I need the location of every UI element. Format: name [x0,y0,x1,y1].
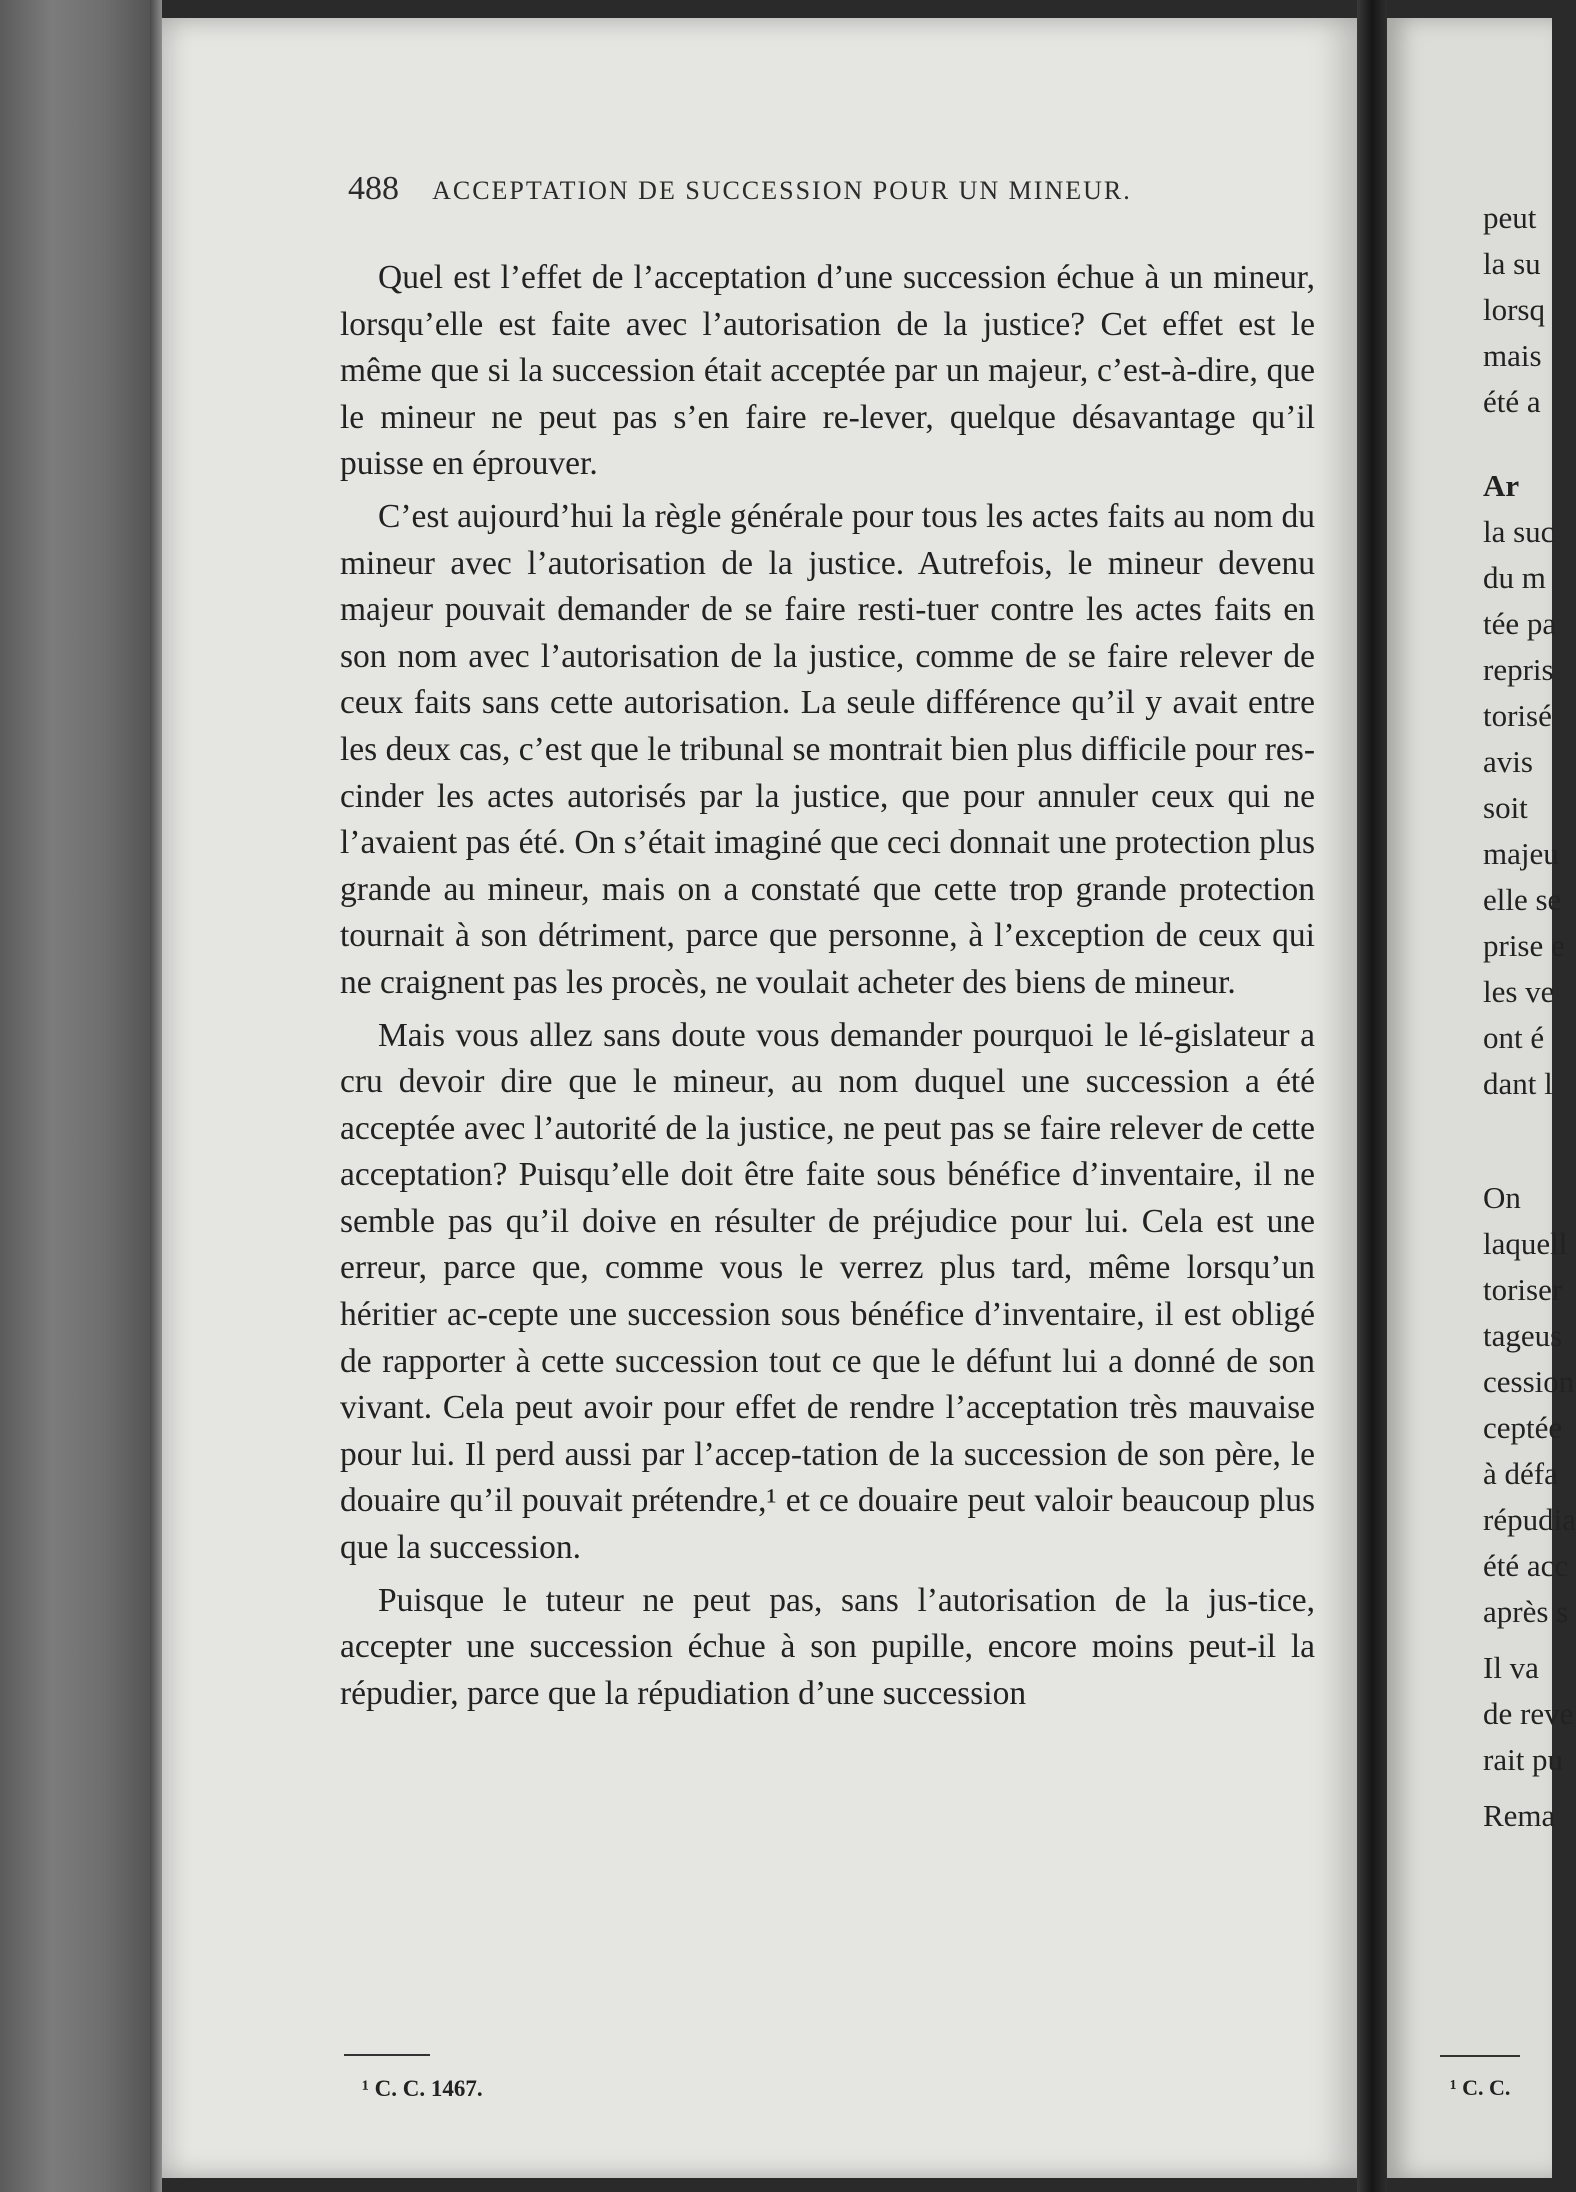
facing-line: On [1483,1180,1521,1215]
facing-line: dant l [1483,1066,1553,1101]
facing-line: elle se [1483,882,1562,917]
facing-line: soit [1483,790,1528,825]
facing-line: prise e [1483,928,1565,963]
facing-line: avis [1483,744,1533,779]
facing-line: peut [1483,200,1537,235]
facing-line: Ar [1483,468,1520,503]
facing-line: ont é [1483,1020,1545,1055]
page-body [340,255,1315,1723]
running-title: ACCEPTATION DE SUCCESSION POUR UN MINEUR. [432,176,1132,205]
facing-line: après s [1483,1594,1569,1629]
facing-line: la su [1483,246,1541,281]
spine-edge [150,0,162,2192]
facing-line: mais [1483,338,1542,373]
facing-line: majeu [1483,836,1559,871]
facing-line: rait pu [1483,1742,1564,1777]
facing-line: Rema [1483,1798,1556,1833]
facing-footnote-rule [1440,2055,1520,2057]
facing-line: tée pa [1483,606,1557,641]
facing-line: les ve [1483,974,1555,1009]
facing-line: ceptée [1483,1410,1563,1445]
paragraph-1: Quel est l’effet de l’acceptation d’une succession échue à un mineur, lorsqu’elle est faite avec l’autorisation de la justice? Cet effet est le même que si la succession était acceptée par un majeur, c’est-à-dire, que le mineur ne peut pas s’en faire re-lever, quelque désavantage qu’il puisse en éprouver. [340,259,1315,483]
book-spine [0,0,150,2192]
facing-footnote: ¹ C. C. [1450,2075,1511,2100]
facing-line: torisé [1483,698,1552,733]
facing-line: la suc [1483,514,1555,549]
facing-line: lorsq [1483,292,1545,327]
facing-line: Il va [1483,1650,1539,1685]
footnote: ¹ C. C. 1467. [362,2076,483,2101]
paragraph-4: Puisque le tuteur ne peut pas, sans l’autorisation de la jus-tice, accepter une succession échue à son pupille, encore moins peut-il la répudier, parce que la répudiation d’une succession [340,1581,1315,1712]
facing-line: repris [1483,652,1554,687]
footnote-rule [344,2054,430,2056]
facing-line: de reve [1483,1696,1574,1731]
facing-line: toriser [1483,1272,1563,1307]
paragraph-3: Mais vous allez sans doute vous demander pourquoi le lé-gislateur a cru devoir dire que le mineur, au nom duquel une succession a été acceptée avec l’autorité de la justice, ne peut pas se faire relever de cette acceptation? Puisqu’elle doit être faite sous bénéfice d’inventaire, il ne semble pas qu’il doive en résulter de préjudice pour lui. Cela est une erreur, parce que, comme vous le verrez plus tard, même lorsqu’un héritier ac-cepte une succession sous bénéfice d’inventaire, il est obligé de rapporter à cette succession tout ce que le défunt lui a donné de son vivant. Cela peut avoir pour effet de rendre l’acceptation très mauvaise pour lui. Il perd aussi par l’accep-tation de la succession de son père, le douaire qu’il pouvait prétendre,¹ et ce douaire peut valoir beaucoup plus que la succession. [340,1016,1315,1567]
running-header [348,170,1228,208]
facing-line: du m [1483,560,1546,595]
facing-line: à défa [1483,1456,1558,1491]
facing-line: été a [1483,384,1541,419]
page-number: 488 [348,170,399,207]
facing-line: cession [1483,1364,1575,1399]
facing-line: laquell [1483,1226,1568,1261]
facing-line: été acc [1483,1548,1569,1583]
paragraph-2: C’est aujourd’hui la règle générale pour tous les actes faits au nom du mineur avec l’autorisation de la justice. Autrefois, le mineur devenu majeur pouvait demander de se faire resti-tuer contre les actes faits en son nom avec l’autorisation de la justice, comme de se faire relever de ceux faits sans cette autorisation. La seule différence qu’il y avait entre les deux cas, c’est que le tribunal se montrait bien plus difficile pour res-cinder les actes autorisés par la justice, que pour annuler ceux qui ne l’avaient pas été. On s’était imaginé que ceci donnait une protection plus grande au mineur, mais on a constaté que cette trop grande protection tournait à son détriment, parce que personne, à l’exception de ceux qui ne craignent pas les procès, ne voulait acheter des biens de mineur. [340,497,1315,1001]
facing-line: tageus [1483,1318,1563,1353]
book-gutter [1357,0,1387,2192]
facing-line: répudia [1483,1502,1576,1537]
